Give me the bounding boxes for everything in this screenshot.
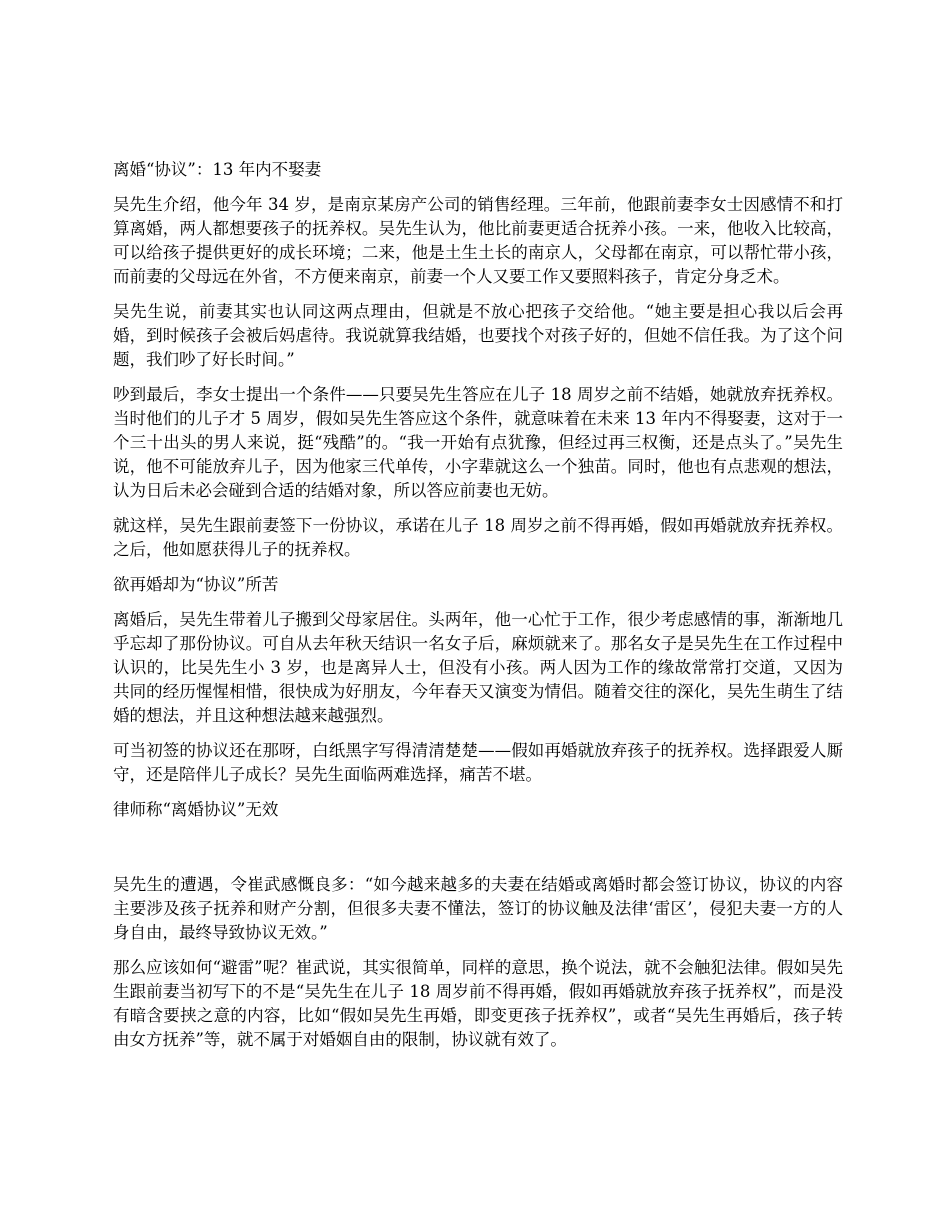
paragraph: 吴先生介绍，他今年 34 岁，是南京某房产公司的销售经理。三年前，他跟前妻李女士因感情不和打算离婚，两人都想要孩子的抚养权。吴先生认为，他比前妻更适合抚养小孩。一来，他收入比较高，可以给孩子提供更好的成长环境；二来，他是土生土长的南京人，父母都在南京，可以帮忙带小孩，而前妻的父母远在外省，不方便来南京，前妻一个人又要工作又要照料孩子，肯定分身乏术。	[113, 195, 843, 286]
paragraph: 离婚后，吴先生带着儿子搬到父母家居住。头两年，他一心忙于工作，很少考虑感情的事，渐渐地几乎忘却了那份协议。可自从去年秋天结识一名女子后，麻烦就来了。那名女子是吴先生在工作过程中认识的，比吴先生小 3 岁，也是离异人士，但没有小孩。两人因为工作的缘故常常打交道，又因为共同的经历惺惺相惜，很快成为好朋友，今年春天又演变为情侣。随着交往的深化，吴先生萌生了结婚的想法，并且这种想法越来越强烈。	[113, 610, 843, 725]
paragraph: 那么应该如何“避雷”呢？崔武说，其实很简单，同样的意思，换个说法，就不会触犯法律。假如吴先生跟前妻当初写下的不是“吴先生在儿子 18 周岁前不得再婚，假如再婚就放弃孩子抚养权”，而是没有暗含要挟之意的内容，比如“假如吴先生再婚，即变更孩子抚养权”，或者“吴先生再婚后，孩子转由女方抚养”等，就不属于对婚姻自由的限制，协议就有效了。	[113, 958, 843, 1049]
section-heading: 离婚“协议”：13 年内不娶妻	[113, 160, 322, 179]
document-body	[113, 158, 843, 1063]
spacer	[113, 833, 843, 873]
paragraph: 吵到最后，李女士提出一个条件——只要吴先生答应在儿子 18 周岁之前不结婚，她就放弃抚养权。当时他们的儿子才 5 周岁，假如吴先生答应这个条件，就意味着在未来 13 年内不得娶妻，这对于一个三十出头的男人来说，挺“残酷”的。“我一开始有点犹豫，但经过再三权衡，还是点头了。”吴先生说，他不可能放弃儿子，因为他家三代单传，小字辈就这么一个独苗。同时，他也有点悲观的想法，认为日后未必会碰到合适的结婚对象，所以答应前妻也无妨。	[113, 385, 843, 500]
section-heading: 律师称“离婚协议”无效	[113, 800, 279, 819]
paragraph: 吴先生的遭遇，令崔武感慨良多：“如今越来越多的夫妻在结婚或离婚时都会签订协议，协议的内容主要涉及孩子抚养和财产分割，但很多夫妻不懂法，签订的协议触及法律‘雷区’，侵犯夫妻一方的人身自由，最终导致协议无效。”	[113, 875, 843, 942]
paragraph: 吴先生说，前妻其实也认同这两点理由，但就是不放心把孩子交给他。“她主要是担心我以后会再婚，到时候孩子会被后妈虐待。我说就算我结婚，也要找个对孩子好的，但她不信任我。为了这个问题，我们吵了好长时间。”	[113, 302, 843, 369]
section-heading: 欲再婚却为“协议”所苦	[113, 575, 279, 594]
paragraph: 可当初签的协议还在那呀，白纸黑字写得清清楚楚——假如再婚就放弃孩子的抚养权。选择跟爱人厮守，还是陪伴儿子成长？吴先生面临两难选择，痛苦不堪。	[113, 741, 843, 784]
paragraph: 就这样，吴先生跟前妻签下一份协议，承诺在儿子 18 周岁之前不得再婚，假如再婚就放弃抚养权。之后，他如愿获得儿子的抚养权。	[113, 516, 843, 559]
